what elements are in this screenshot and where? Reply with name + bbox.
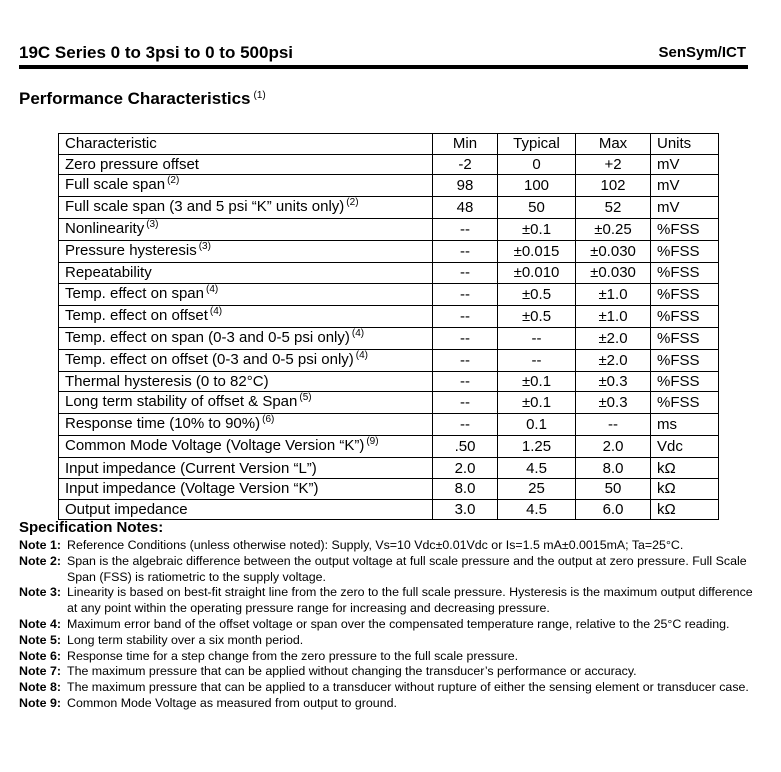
table-row xyxy=(59,175,719,197)
cell-characteristic xyxy=(59,219,433,241)
table-row xyxy=(59,414,719,436)
characteristic-text: Full scale span xyxy=(65,176,166,194)
cell-min: -- xyxy=(433,414,498,436)
table-row xyxy=(59,283,719,305)
note-text: Linearity is based on best-fit straight line from the zero to the full scale pressure. Hysteresis is the maximum output difference at any point within the operating pressure range for increasing and decreasing pressure. xyxy=(67,585,753,616)
cell-characteristic xyxy=(59,414,433,436)
note-text: Span is the algebraic difference between the output voltage at full scale pressure and the output at zero pressure. Full Scale Span (FSS) is ratiometric to the supply voltage. xyxy=(67,553,747,584)
cell-characteristic xyxy=(59,327,433,349)
note-text: Common Mode Voltage as measured from output to ground. xyxy=(67,695,397,710)
characteristic-text: Temp. effect on span (0-3 and 0-5 psi only) xyxy=(65,328,350,346)
cell-max: 52 xyxy=(576,197,651,219)
note-ref: (4) xyxy=(351,327,365,339)
cell-units: %FSS xyxy=(651,219,719,241)
cell-min: -- xyxy=(433,305,498,327)
notes-list xyxy=(19,538,759,712)
characteristic-text: Pressure hysteresis xyxy=(65,242,197,260)
cell-max: ±0.030 xyxy=(576,241,651,263)
spec-note xyxy=(19,617,759,633)
note-label: Note 2: xyxy=(19,553,61,568)
cell-min: -- xyxy=(433,241,498,263)
cell-max: 50 xyxy=(576,478,651,499)
cell-typical: ±0.5 xyxy=(498,305,576,327)
cell-max: ±1.0 xyxy=(576,283,651,305)
cell-typical: ±0.010 xyxy=(498,263,576,284)
note-label: Note 4: xyxy=(19,616,61,631)
characteristic-text: Zero pressure offset xyxy=(65,155,199,173)
cell-characteristic xyxy=(59,349,433,371)
cell-min: -- xyxy=(433,219,498,241)
spec-note xyxy=(19,538,759,554)
spec-note xyxy=(19,633,759,649)
cell-min: -- xyxy=(433,263,498,284)
note-ref: (4) xyxy=(209,305,223,317)
cell-units: kΩ xyxy=(651,478,719,499)
cell-characteristic xyxy=(59,197,433,219)
characteristic-text: Temp. effect on offset (0-3 and 0-5 psi only) xyxy=(65,350,354,368)
cell-typical: 4.5 xyxy=(498,458,576,479)
cell-max: 102 xyxy=(576,175,651,197)
cell-typical: 100 xyxy=(498,175,576,197)
section-title xyxy=(19,89,266,109)
table-row xyxy=(59,154,719,175)
note-text: The maximum pressure that can be applied without changing the transducer’s performance or accuracy. xyxy=(67,664,637,679)
cell-typical: ±0.5 xyxy=(498,283,576,305)
note-ref: (4) xyxy=(355,349,369,361)
page-header xyxy=(19,40,748,70)
cell-typical: 1.25 xyxy=(498,436,576,458)
cell-typical: 25 xyxy=(498,478,576,499)
cell-units: Vdc xyxy=(651,436,719,458)
spec-note xyxy=(19,649,759,665)
table-row xyxy=(59,327,719,349)
cell-characteristic xyxy=(59,458,433,479)
cell-typical: 4.5 xyxy=(498,499,576,520)
note-ref: (5) xyxy=(299,392,312,404)
cell-units: %FSS xyxy=(651,392,719,414)
cell-max: -- xyxy=(576,414,651,436)
header-min: Min xyxy=(433,134,498,155)
cell-min: 8.0 xyxy=(433,478,498,499)
note-text: Response time for a step change from the zero pressure to the full scale pressure. xyxy=(67,648,519,663)
cell-typical: -- xyxy=(498,327,576,349)
cell-units: %FSS xyxy=(651,241,719,263)
table-row xyxy=(59,499,719,520)
cell-units: kΩ xyxy=(651,499,719,520)
table-row xyxy=(59,263,719,284)
characteristic-text: Output impedance xyxy=(65,500,188,518)
characteristic-text: Nonlinearity xyxy=(65,220,145,238)
table-row xyxy=(59,219,719,241)
cell-typical: 0.1 xyxy=(498,414,576,436)
cell-characteristic xyxy=(59,478,433,499)
cell-max: 2.0 xyxy=(576,436,651,458)
cell-characteristic xyxy=(59,175,433,197)
note-label: Note 8: xyxy=(19,680,61,695)
cell-typical: 50 xyxy=(498,197,576,219)
note-label: Note 9: xyxy=(19,695,61,710)
characteristic-text: Common Mode Voltage (Voltage Version “K”) xyxy=(65,437,365,455)
cell-max: ±2.0 xyxy=(576,349,651,371)
cell-typical: ±0.1 xyxy=(498,219,576,241)
cell-units: %FSS xyxy=(651,327,719,349)
cell-min: -- xyxy=(433,283,498,305)
cell-typical: ±0.1 xyxy=(498,371,576,392)
cell-units: mV xyxy=(651,197,719,219)
header-divider xyxy=(19,65,748,69)
note-ref: (4) xyxy=(205,283,219,295)
cell-max: 6.0 xyxy=(576,499,651,520)
table-row xyxy=(59,436,719,458)
characteristic-text: Input impedance (Current Version “L”) xyxy=(65,459,317,477)
cell-min: .50 xyxy=(433,436,498,458)
note-text: Long term stability over a six month period. xyxy=(67,632,304,647)
characteristic-text: Input impedance (Voltage Version “K”) xyxy=(65,480,319,498)
note-ref: (6) xyxy=(262,414,275,426)
header-units: Units xyxy=(651,134,719,155)
spec-note xyxy=(19,664,759,680)
cell-characteristic xyxy=(59,436,433,458)
cell-units: %FSS xyxy=(651,283,719,305)
note-ref: (2) xyxy=(167,175,180,187)
note-label: Note 3: xyxy=(19,585,61,600)
characteristic-text: Temp. effect on offset xyxy=(65,306,208,324)
cell-min: 48 xyxy=(433,197,498,219)
cell-characteristic xyxy=(59,241,433,263)
spec-note xyxy=(19,585,759,617)
cell-characteristic xyxy=(59,371,433,392)
header-characteristic: Characteristic xyxy=(59,134,433,155)
cell-units: ms xyxy=(651,414,719,436)
cell-min: -- xyxy=(433,371,498,392)
cell-min: 2.0 xyxy=(433,458,498,479)
section-note-ref: (1) xyxy=(253,90,266,101)
cell-units: mV xyxy=(651,175,719,197)
section-title-text: Performance Characteristics xyxy=(19,89,251,108)
note-text: Maximum error band of the offset voltage or span over the compensated temperature range, relative to the 25°C reading. xyxy=(67,616,730,631)
characteristic-text: Thermal hysteresis (0 to 82°C) xyxy=(65,373,269,391)
cell-max: 8.0 xyxy=(576,458,651,479)
table-row xyxy=(59,392,719,414)
note-ref: (2) xyxy=(346,197,359,209)
cell-units: %FSS xyxy=(651,263,719,284)
cell-max: ±1.0 xyxy=(576,305,651,327)
note-ref: (9) xyxy=(366,436,379,448)
cell-units: kΩ xyxy=(651,458,719,479)
cell-typical: 0 xyxy=(498,154,576,175)
characteristic-text: Long term stability of offset & Span xyxy=(65,393,298,411)
characteristic-text: Temp. effect on span xyxy=(65,284,204,302)
notes-title: Specification Notes: xyxy=(19,519,164,536)
spec-note xyxy=(19,554,759,586)
table-row xyxy=(59,458,719,479)
note-label: Note 6: xyxy=(19,648,61,663)
table-row xyxy=(59,305,719,327)
note-ref: (3) xyxy=(146,219,159,231)
header-max: Max xyxy=(576,134,651,155)
cell-min: -- xyxy=(433,327,498,349)
cell-characteristic xyxy=(59,283,433,305)
brand-name: SenSym/ICT xyxy=(658,44,746,61)
cell-max: ±0.25 xyxy=(576,219,651,241)
cell-max: ±0.030 xyxy=(576,263,651,284)
cell-max: ±0.3 xyxy=(576,371,651,392)
spec-note xyxy=(19,680,759,696)
cell-max: ±2.0 xyxy=(576,327,651,349)
cell-min: 3.0 xyxy=(433,499,498,520)
cell-min: -- xyxy=(433,392,498,414)
cell-typical: ±0.1 xyxy=(498,392,576,414)
cell-max: ±0.3 xyxy=(576,392,651,414)
characteristic-text: Response time (10% to 90%) xyxy=(65,415,261,433)
note-text: Reference Conditions (unless otherwise noted): Supply, Vs=10 Vdc±0.01Vdc or Is=1.5 mA±0.0015mA; Ta=25°C. xyxy=(67,538,684,552)
cell-units: mV xyxy=(651,154,719,175)
note-label: Note 1: xyxy=(19,538,61,552)
cell-min: -2 xyxy=(433,154,498,175)
cell-characteristic xyxy=(59,499,433,520)
cell-characteristic xyxy=(59,305,433,327)
note-text: The maximum pressure that can be applied to a transducer without rupture of either the sensing element or transducer case. xyxy=(67,680,749,695)
cell-characteristic xyxy=(59,154,433,175)
characteristic-text: Repeatability xyxy=(65,264,152,282)
cell-characteristic xyxy=(59,392,433,414)
note-label: Note 5: xyxy=(19,632,61,647)
document-title: 19C Series 0 to 3psi to 0 to 500psi xyxy=(19,43,294,62)
spec-note xyxy=(19,696,759,712)
note-label: Note 7: xyxy=(19,664,61,679)
cell-max: +2 xyxy=(576,154,651,175)
table-header-row xyxy=(59,134,719,155)
performance-table xyxy=(58,133,719,520)
cell-typical: -- xyxy=(498,349,576,371)
cell-units: %FSS xyxy=(651,371,719,392)
characteristic-text: Full scale span (3 and 5 psi “K” units only) xyxy=(65,198,345,216)
table-row xyxy=(59,241,719,263)
table-row xyxy=(59,349,719,371)
cell-typical: ±0.015 xyxy=(498,241,576,263)
table-row xyxy=(59,197,719,219)
cell-units: %FSS xyxy=(651,349,719,371)
table-row xyxy=(59,371,719,392)
cell-min: 98 xyxy=(433,175,498,197)
table-row xyxy=(59,478,719,499)
cell-min: -- xyxy=(433,349,498,371)
note-ref: (3) xyxy=(198,241,211,253)
cell-characteristic xyxy=(59,263,433,284)
header-typical: Typical xyxy=(498,134,576,155)
cell-units: %FSS xyxy=(651,305,719,327)
